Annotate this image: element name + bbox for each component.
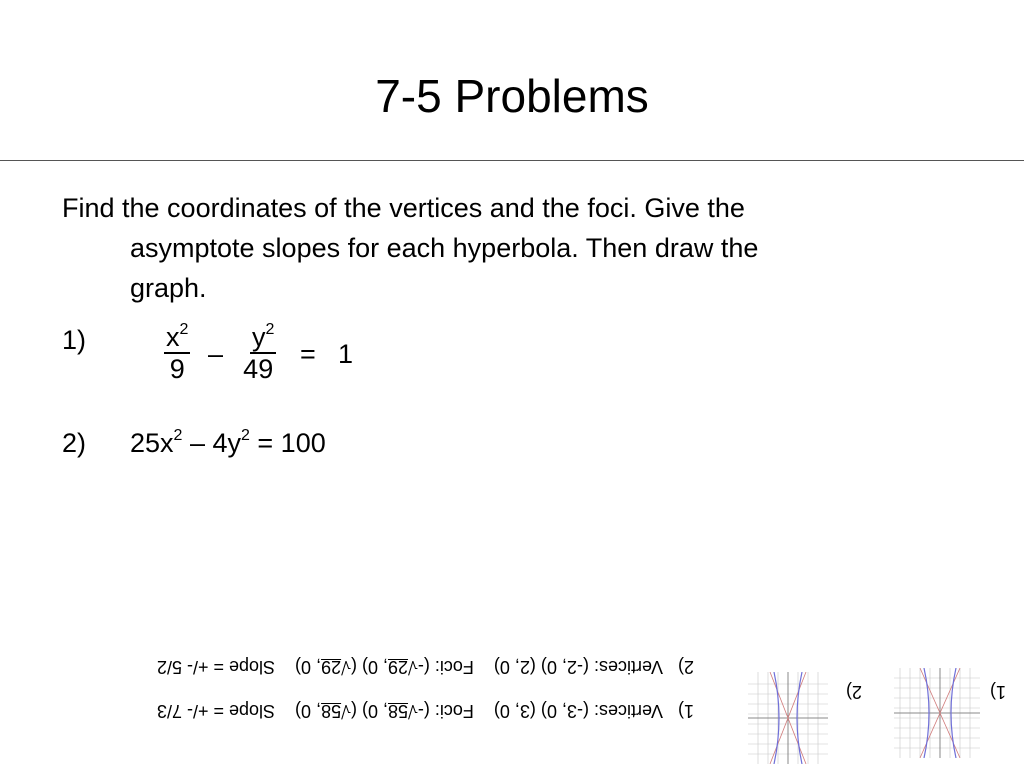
minus-sign: – xyxy=(208,339,224,369)
slide-title: 7-5 Problems xyxy=(375,70,649,122)
hyperbola-graph-2 xyxy=(748,672,828,764)
hyperbola-graph-1 xyxy=(894,668,980,758)
x-numerator: $x^2$ xyxy=(166,321,189,352)
answer-key xyxy=(0,600,1024,768)
graph-1-axes xyxy=(894,668,980,758)
title-divider xyxy=(0,160,1024,161)
y-numerator: $y^2$ xyxy=(252,321,275,352)
instructions-line-2: asymptote slopes for each hyperbola. Then draw the xyxy=(130,233,759,263)
problem-2-equation: $25x^2 - 4y^2 = 100$ xyxy=(130,427,326,458)
instructions-line-1: Find the coordinates of the vertices and the foci. Give the xyxy=(62,193,745,223)
problem-1-number: 1) xyxy=(62,325,87,355)
x-denominator: 9 xyxy=(169,354,185,384)
graph-label-2: 2) xyxy=(845,682,862,702)
instructions xyxy=(62,188,962,308)
problem-1-y-fraction xyxy=(240,322,276,384)
answer-row-1: 1) Vertices: (-3, 0) (3, 0) Foci: (-√58, 0) (√58, 0) Slope = +/- 7/3 xyxy=(156,701,694,721)
equals-sign: = xyxy=(300,339,316,369)
problem-1-rhs: 1 xyxy=(338,339,354,369)
y-denominator: 49 xyxy=(243,354,274,384)
graph-label-1: 1) xyxy=(989,682,1006,702)
problem-1-x-fraction xyxy=(164,322,190,384)
problem-2-number: 2) xyxy=(62,428,87,458)
instructions-line-3: graph. xyxy=(130,273,207,303)
answer-row-2: 2) Vertices: (-2, 0) (2, 0) Foci: (-√29, 0) (√29, 0) Slope = +/- 5/2 xyxy=(156,657,694,677)
